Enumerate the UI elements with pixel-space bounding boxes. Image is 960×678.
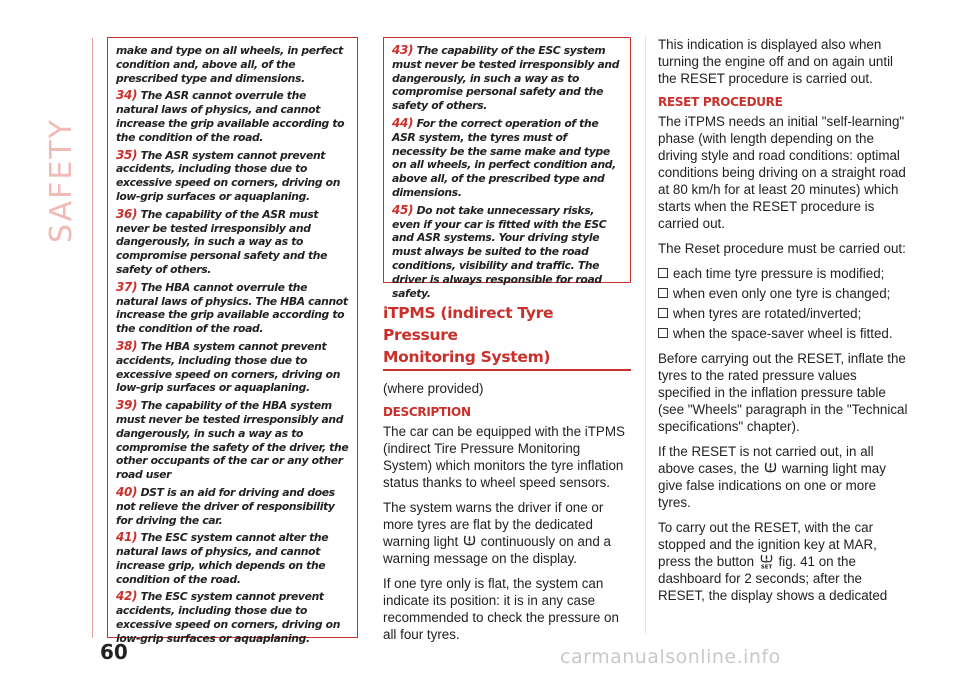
warning-item [116,281,349,336]
list-item: when tyres are rotated/inverted; [658,305,910,322]
warning-item [116,531,349,586]
warning-item [392,204,622,301]
warning-text: The ASR cannot overrule the natural laws of physics, and cannot increase the grip available according to the condition of the road. [116,89,345,144]
self-learning-paragraph: The iTPMS needs an initial "self-learning" phase (with length depending on the driving style and road conditions: optimal conditions being driving on a straight road at 80 km/h for at least 20 minutes) which starts when the RESET procedure is carried out. [658,114,906,231]
warning-text: Do not take unnecessary risks, even if your car is fitted with the ESC and ASR systems. Your driving style must always be suited to the road conditions, visibility and traffic. The driver is always responsible for road safety. [392,203,607,300]
description-heading: DESCRIPTION [383,405,471,419]
checkbox-bullet-icon [658,268,668,278]
list-item: each time tyre pressure is modified; [658,265,910,282]
warning-item [116,149,349,204]
warning-text: The ESC system cannot alter the natural laws of physics, and cannot increase grip, which depends on the condition of the road. [116,531,329,586]
list-item: when even only one tyre is changed; [658,285,910,302]
section-title: iTPMS (indirect Tyre Pressure Monitoring System) [383,304,554,366]
warning-number: 44) [392,115,414,130]
flat-tyre-paragraph: If one tyre only is flat, the system can indicate its position: it is in any case recommended to check the pressure on all four tyres. [383,576,619,642]
warning-light-paragraph: The system warns the driver if one or more tyres are flat by the dedicated warning light continuously on and a warning message on the display. [383,500,611,566]
section-title-underline [383,369,631,371]
description-paragraph: The car can be equipped with the iTPMS (indirect Tire Pressure Monitoring System) which monitors the tyre inflation status thanks to wheel speed sensors. [383,424,625,490]
warning-item [116,44,349,85]
tyre-pressure-warning-icon [764,461,777,474]
warning-text: make and type on all wheels, in perfect condition and, above all, of the prescribed type and dimensions. [116,44,343,85]
warning-item [116,340,349,395]
warning-text: The capability of the ESC system must never be tested irresponsibly and dangerously, in such a way as to compromise personal safety and the safety of others. [392,44,620,113]
reset-must-paragraph: The Reset procedure must be carried out: [658,241,906,256]
warnings-box-right [383,37,631,300]
warning-number: 39) [116,398,138,413]
warning-text: The capability of the HBA system must never be tested irresponsibly and dangerously, in such a way as to compromise the safety of the driver, the other occupants of the car or any other road user [116,399,349,482]
warning-number: 42) [116,589,138,604]
warning-number: 38) [116,338,138,353]
warning-number: 34) [116,88,138,103]
itpms-section [383,290,631,651]
tyre-pressure-warning-icon [463,534,476,547]
warning-number: 37) [116,279,138,294]
warning-text: DST is an aid for driving and does not relieve the driver of responsibility for driving the car. [116,485,335,527]
warning-number: 41) [116,530,138,545]
section-side-label: SAFETY [44,118,79,243]
checkbox-bullet-icon [658,288,668,298]
checkbox-bullet-icon [658,308,668,318]
warning-number: 43) [392,43,414,57]
column-divider [645,36,646,634]
warning-item [116,590,349,645]
warnings-box-left [107,37,358,645]
set-button-icon [759,554,774,569]
inflate-paragraph: Before carrying out the RESET, inflate the tyres to the rated pressure values specified in the inflation pressure table (see "Wheels" paragraph in the "Technical specifications" chapter). [658,351,908,434]
warning-number: 36) [116,206,138,221]
reset-column [658,36,910,612]
false-indication-paragraph: If the RESET is not carried out, in all above cases, the warning light may give false indications on one or more tyres. [658,444,886,510]
warning-text: The HBA cannot overrule the natural laws of physics. The HBA cannot increase the grip available according to the condition of the road. [116,280,348,336]
warning-text: The HBA system cannot prevent accidents, including those due to excessive speed on corners, driving on low-grip surfaces or aquaplaning. [116,339,341,395]
reset-conditions-list [658,265,910,342]
indication-paragraph: This indication is displayed also when turning the engine off and on again until the RESET procedure is carried out. [658,37,894,86]
warning-text: The ESC system cannot prevent accidents, including those due to excessive speed on corners, driving on low-grip surfaces or aquaplaning. [116,590,341,645]
list-item: when the space-saver wheel is fitted. [658,325,910,342]
svg-text:SET: SET [760,564,772,569]
warning-number: 45) [392,202,414,217]
warning-item [116,399,349,482]
warning-number: 35) [116,147,138,162]
warning-item [116,89,349,144]
reset-instruction-paragraph: To carry out the RESET, with the car stopped and the ignition key at MAR, press the button SET fig. 41 on the dashboard for 2 seconds; after the RESET, the display shows a dedicated [658,520,888,603]
warning-number: 40) [116,484,138,499]
watermark: carmanualsonline.info [560,646,781,668]
page-number: 60 [100,640,128,664]
reset-procedure-heading: RESET PROCEDURE [658,95,783,109]
where-provided-note: (where provided) [383,381,484,396]
warning-item [392,117,622,200]
warning-text: The ASR system cannot prevent accidents, including those due to excessive speed on corners, driving on low-grip surfaces or aquaplaning. [116,148,341,203]
warning-item [116,208,349,277]
side-divider [92,38,93,638]
warning-item [392,44,622,113]
warning-text: The capability of the ASR must never be tested irresponsibly and dangerously, in such a way as to compromise personal safety and the safety of others. [116,207,328,276]
warning-item [116,486,349,527]
checkbox-bullet-icon [658,328,668,338]
warning-text: For the correct operation of the ASR system, the tyres must of necessity be the same make and type on all wheels, in perfect condition and, above all, of the prescribed type and dimensions. [392,116,616,199]
